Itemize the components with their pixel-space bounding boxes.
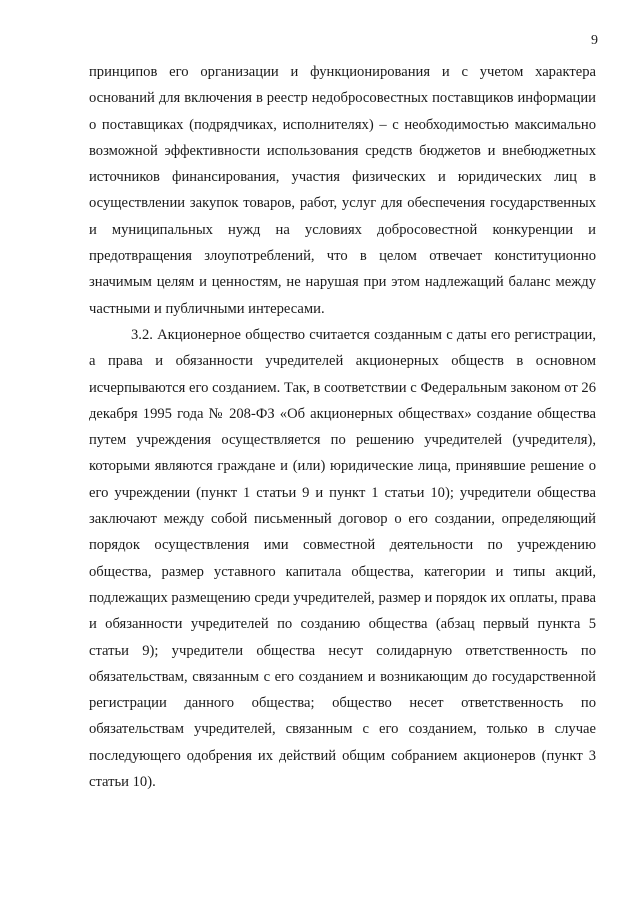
paragraph-continuation: принципов его организации и функционирования и с учетом характера оснований для включения в реестр недобросовестных поставщиков информации о поставщиках (подрядчиках, исполнителях) – с необходимостью максимально возможной эффективности использования средств бюджетов и внебюджетных источников финансирования, участия физических и юридических лиц в осуществлении закупок товаров, работ, услуг для обеспечения государственных и муниципальных нужд на условиях добросовестной конкуренции и предотвращения злоупотреблений, что в целом отвечает конституционно значимым целям и ценностям, не нарушая при этом надлежащий баланс между частными и публичными интересами. xyxy=(89,64,596,317)
paragraph-section-3-2: 3.2. Акционерное общество считается созданным с даты его регистрации, а права и обязанности учредителей акционерных обществ в основном исчерпываются его созданием. Так, в соответствии с Федеральным законом от 26 декабря 1995 года № 208-ФЗ «Об акционерных обществах» создание общества путем учреждения осуществляется по решению учредителей (учредителя), которыми являются граждане и (или) юридические лица, принявшие решение о его учреждении (пункт 1 статьи 9 и пункт 1 статьи 10); учредители общества заключают между собой письменный договор о его создании, определяющий порядок осуществления ими совместной деятельности по учреждению общества, размер уставного капитала общества, категории и типы акций, подлежащих размещению среди учредителей, размер и порядок их оплаты, права и обязанности учредителей по созданию общества (абзац первый пункта 5 статьи 9); учредители общества несут солидарную ответственность по обязательствам, связанным с его созданием и возникающим до государственной регистрации данного общества; общество несет ответственность по обязательствам учредителей, связанным с его созданием, только в случае последующего одобрения их действий общим собранием акционеров (пункт 3 статьи 10). xyxy=(89,326,596,791)
document-body xyxy=(89,59,596,795)
page-number: 9 xyxy=(591,33,598,48)
